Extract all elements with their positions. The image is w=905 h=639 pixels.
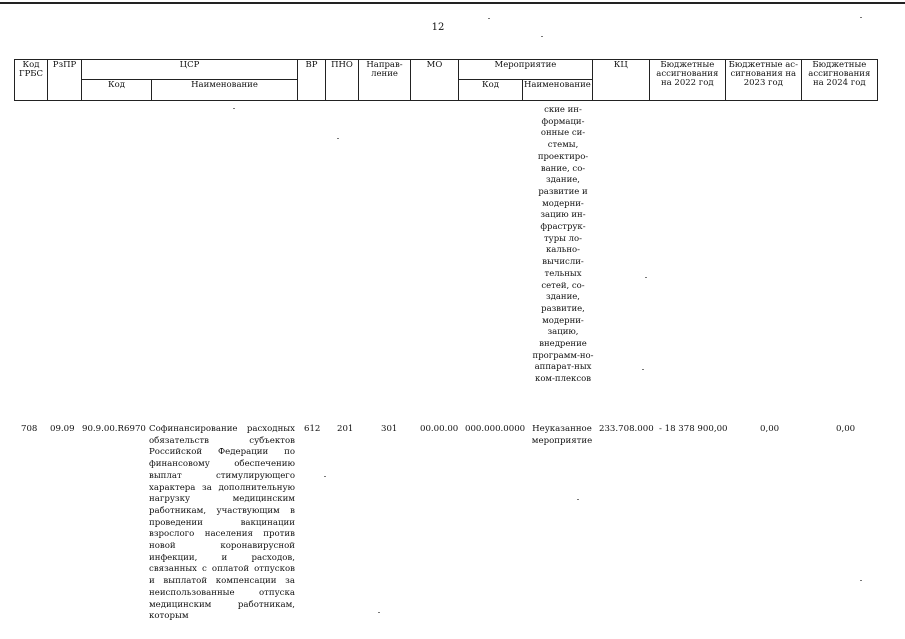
scan-speck <box>233 108 235 109</box>
scan-speck <box>488 18 490 19</box>
header-kc: КЦ <box>592 60 649 101</box>
continuation-text: ские ин-формаци-онные си-стемы, проектиро-вание, со-здание, развитие и модерни-зацию ин-фраструк-туры ло-кально-вычисли-тельных сетей, со-здание, развитие, модерни-зацию, внедрение программ-но-аппарат-ных ком-плексов <box>532 105 594 385</box>
page-number: 12 <box>431 22 445 33</box>
scan-speck <box>577 499 579 500</box>
cell-mer-kod: 000.000.0000 <box>465 424 526 434</box>
scan-speck <box>324 476 326 477</box>
cell-kc: 233.708.000 <box>599 424 654 434</box>
table-header <box>14 59 878 101</box>
cell-mo: 00.00.00 <box>420 424 459 434</box>
scan-speck <box>860 17 862 18</box>
cell-vr: 612 <box>304 424 321 434</box>
cell-napravlenie: 301 <box>381 424 398 434</box>
header-razpr: РзПР <box>48 60 82 101</box>
scan-speck <box>642 369 644 370</box>
scan-speck <box>337 138 339 139</box>
header-napravlenie: Направ-ление <box>359 60 411 101</box>
header-budget-2024: Бюджетные ассигнования на 2024 год <box>801 60 877 101</box>
scan-speck <box>645 277 647 278</box>
cell-kod-grbs: 708 <box>21 424 38 434</box>
cell-csr-name: Софинансирование расходных обязательств субъектов Российской Федерации по финансовому обеспечению выплат стимулирующего характера за дополнительную нагрузку медицинским работникам, участвующим в проведении вакцинации взрослого населения против новой коронавирусной инфекции, и расходов, связанных с оплатой отпусков и выплатой компенсации за неиспользованные отпуска медицинским работникам, которым <box>149 424 295 622</box>
cell-csr-kod: 90.9.00.R6970 <box>82 424 146 434</box>
cell-mer-name: Неуказанное мероприятие <box>531 424 593 446</box>
header-vr: ВР <box>298 60 326 101</box>
scan-speck <box>860 580 862 581</box>
header-csr-name: Наименование <box>152 80 298 101</box>
scan-speck <box>378 612 380 613</box>
cell-budget-2022: - 18 378 900,00 <box>659 424 728 434</box>
cell-budget-2024: 0,00 <box>836 424 856 434</box>
header-kod-grbs: Код ГРБС <box>15 60 48 101</box>
header-mer-kod: Код <box>459 80 523 101</box>
header-mo: МО <box>411 60 459 101</box>
header-csr-kod: Код <box>82 80 152 101</box>
scan-speck <box>541 36 543 37</box>
header-budget-2022: Бюджетные ассигнования на 2022 год <box>649 60 725 101</box>
header-pno: ПНО <box>326 60 359 101</box>
header-budget-2023: Бюджетные ас-сигнования на 2023 год <box>725 60 801 101</box>
top-border-line <box>0 2 905 4</box>
header-mer-name: Наименование <box>523 80 593 101</box>
cell-budget-2023: 0,00 <box>760 424 780 434</box>
cell-razpr: 09.09 <box>50 424 75 434</box>
cell-pno: 201 <box>337 424 354 434</box>
header-meropriyatie: Мероприятие <box>459 60 593 80</box>
header-csr: ЦСР <box>82 60 298 80</box>
